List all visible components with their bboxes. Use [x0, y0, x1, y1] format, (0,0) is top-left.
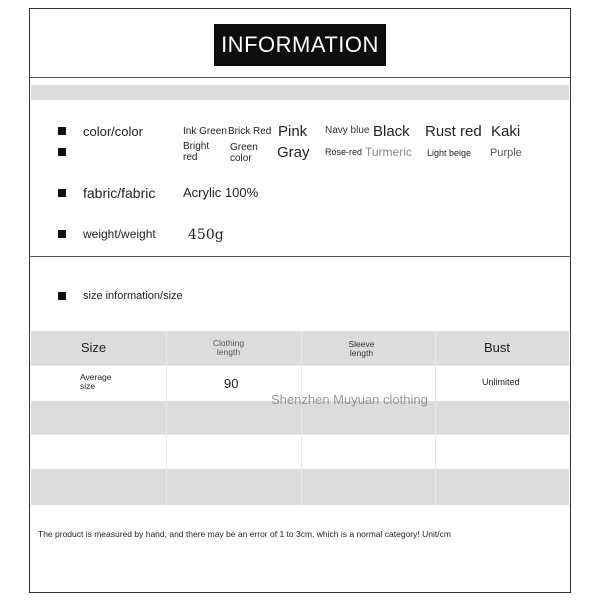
color-bright-red: Bright red: [183, 141, 210, 163]
table-line-1: [31, 365, 569, 366]
table-empty-row-2: [31, 469, 569, 505]
header-gray-bar: [31, 85, 569, 100]
table-line-2: [31, 434, 569, 435]
color-kaki: Kaki: [491, 123, 521, 140]
bullet-size-info: [58, 292, 66, 300]
bullet-color: [58, 127, 66, 135]
color-turmeric: Turmeric: [365, 145, 412, 159]
bullet-fabric: [58, 189, 66, 197]
color-gray: Gray: [277, 144, 310, 161]
page-title: [214, 24, 386, 66]
weight-label: weight/weight: [83, 227, 156, 241]
color-rose-red: Rose-red: [325, 147, 363, 157]
color-black: Black: [373, 123, 410, 140]
color-green-color: Green color: [230, 142, 258, 164]
table-header-bust: Bust: [483, 340, 510, 355]
page-title-text: INFORMATION: [221, 32, 379, 57]
color-light-beige: Light beige: [427, 148, 472, 158]
table-col-divider-3: [435, 331, 436, 505]
bullet-weight: [58, 230, 66, 238]
footer-note: The product is measured by hand, and there may be an error of 1 to 3cm, which is a normal category! Unit/cm: [38, 529, 451, 539]
divider-top: [29, 77, 571, 78]
color-purple: Purple: [490, 147, 522, 159]
fabric-label: fabric/fabric: [83, 185, 156, 201]
fabric-value: Acrylic 100%: [183, 185, 259, 200]
color-brick-red: Brick Red: [228, 126, 272, 137]
table-cell-bust: Unlimited: [482, 377, 520, 387]
color-rust-red: Rust red: [425, 123, 482, 140]
size-info-label: size information/size: [83, 290, 183, 302]
table-header-sleeve-length: Sleeve length: [348, 339, 375, 358]
color-label: color/color: [83, 124, 143, 139]
table-col-divider-1: [166, 331, 167, 505]
color-pink: Pink: [278, 123, 308, 140]
divider-middle: [29, 256, 571, 257]
color-navy-blue: Navy blue: [325, 125, 370, 136]
table-header-clothing-length: Clothing length: [212, 338, 245, 357]
bullet-color-2: [58, 148, 66, 156]
weight-value: 450g: [188, 227, 224, 243]
table-cell-clothing-length: 90: [224, 376, 239, 391]
watermark: Shenzhen Muyuan clothing: [271, 392, 428, 407]
color-ink-green: Ink Green: [183, 126, 227, 137]
table-header-size: Size: [80, 340, 107, 355]
table-cell-size: Average size: [80, 372, 112, 392]
